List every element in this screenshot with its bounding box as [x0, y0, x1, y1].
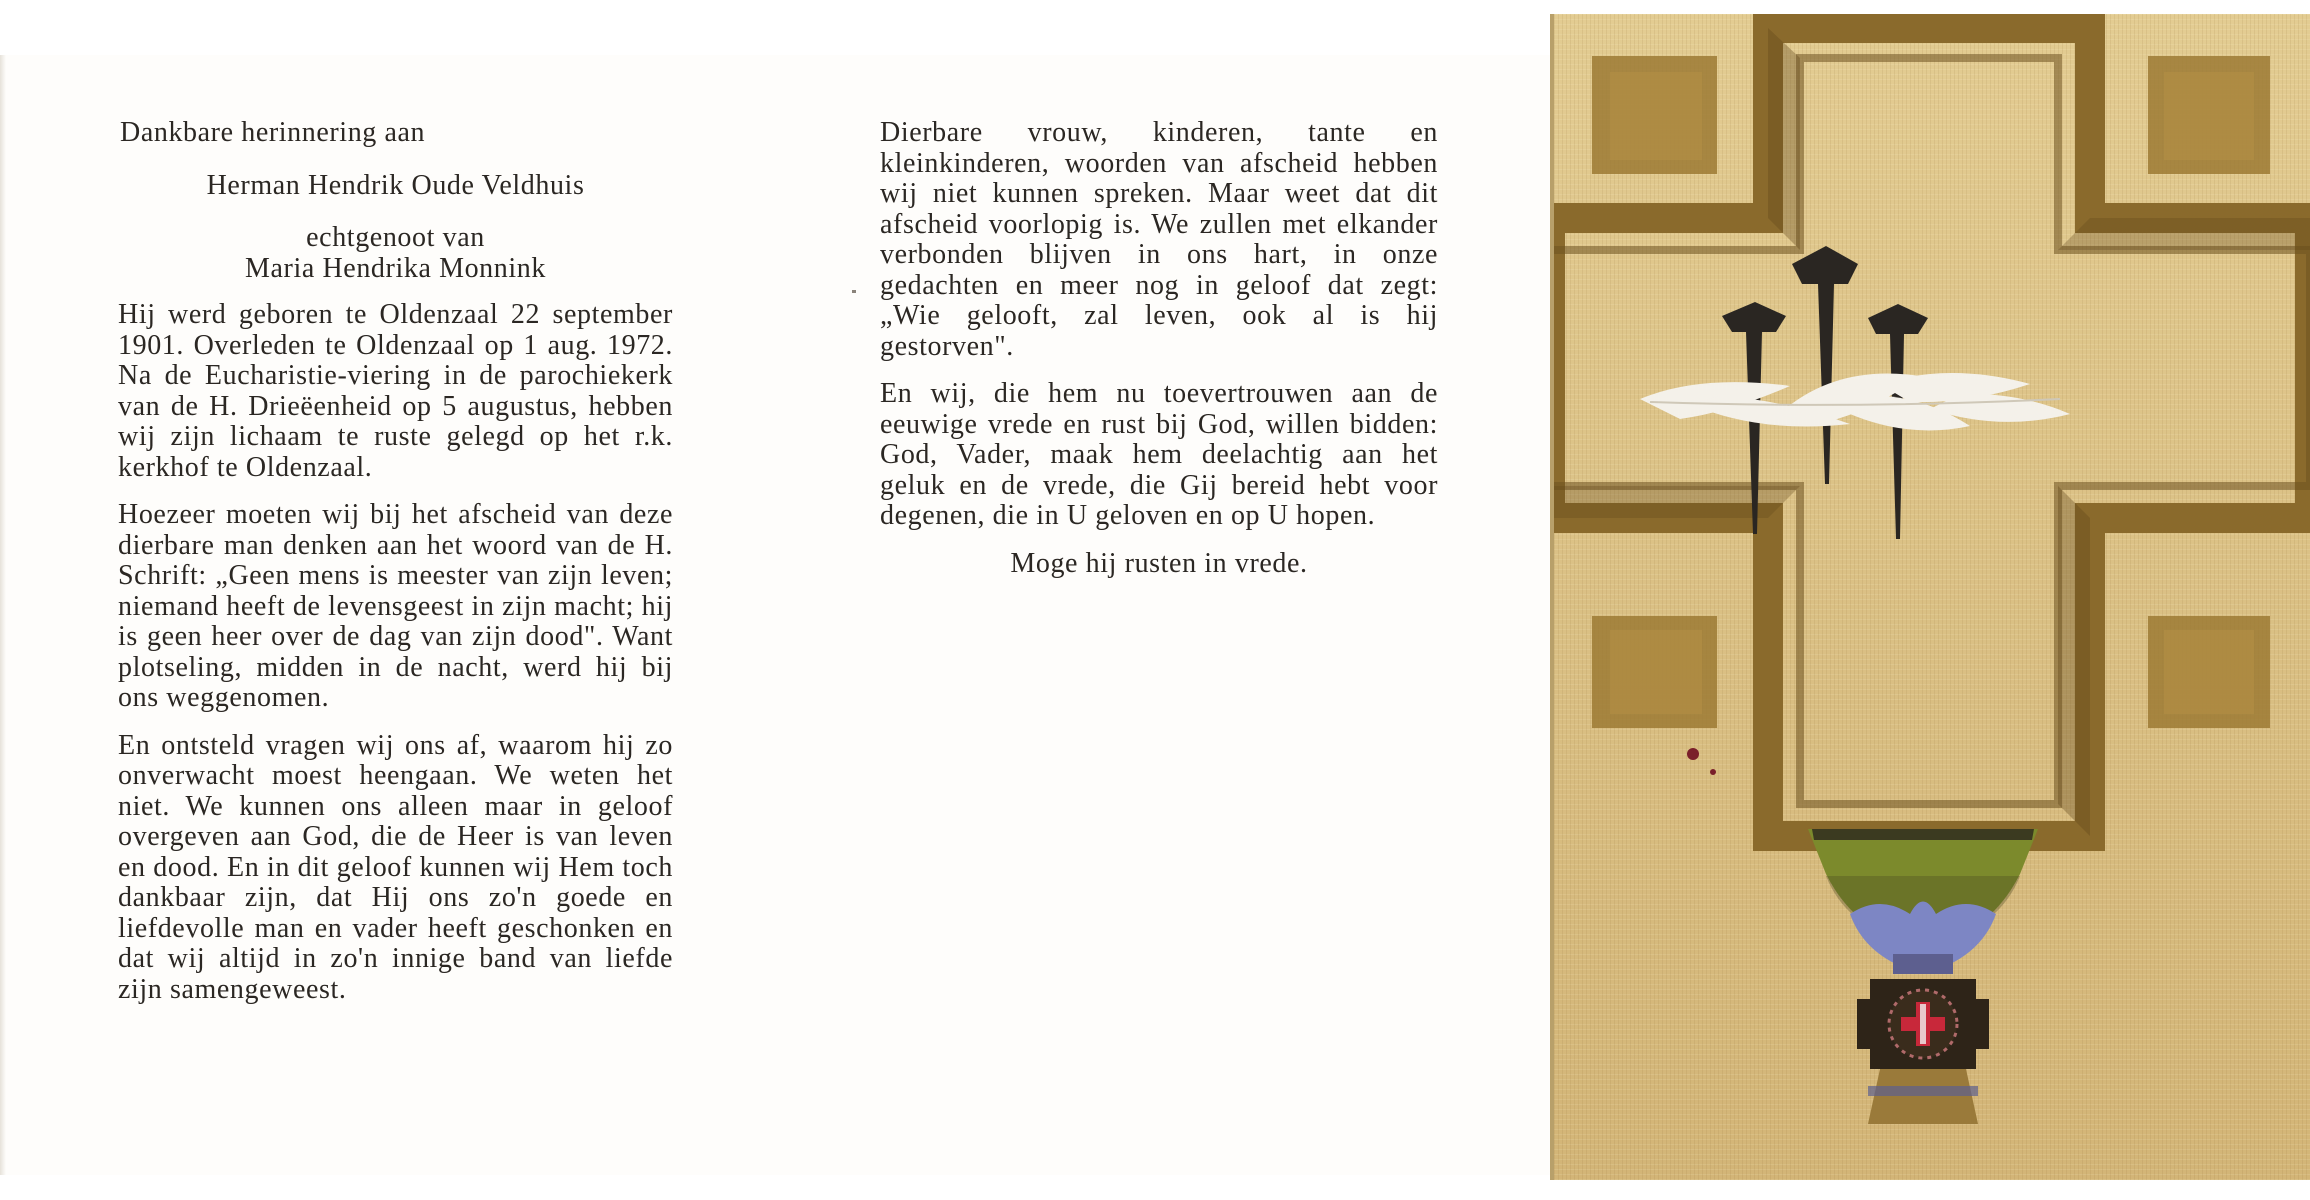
left-text-column — [118, 118, 673, 1022]
paragraph-faith: En ontsteld vragen wij ons af, waarom hij zo onverwacht moest heengaan. We weten het niet. We kunnen ons alleen maar in geloof overgeven aan God, die de Heer is van leven en dood. En in dit geloof kunnen wij Hem toch dankbaar zijn, dat Hij ons zo'n goede en liefdevolle man en vader heeft geschonken en dat wij altijd in zo'n innige band van liefde zijn samengeweest. — [118, 729, 673, 1005]
stain-mark — [1687, 748, 1716, 775]
artwork-panel — [1550, 14, 2310, 1180]
chalice-icon — [1808, 829, 2038, 1124]
card-edge — [0, 55, 6, 1175]
spouse-prefix: echtgenoot van — [306, 222, 485, 253]
paragraph-prayer: En wij, die hem nu toevertrouwen aan de eeuwige vrede en rust bij God, willen bidden: God, Vader, maak hem deelachtig aan het geluk en de vrede, die Gij bereid hebt voor degenen, die in U geloven en op U hopen. — [880, 378, 1438, 531]
print-mark — [852, 290, 856, 293]
artwork-illustration — [1550, 14, 2310, 1180]
panel-edge — [1550, 14, 1554, 1180]
intro-line: Dankbare herinnering aan — [120, 117, 426, 148]
paragraph-scripture: Hoezeer moeten wij bij het afscheid van deze dierbare man denken aan het woord van de H. Schrift: „Geen mens is meester van zijn leven; niemand heeft de levensgeest in zijn macht; hij is geen heer over de dag van zijn dood". Want plotseling, midden in de nacht, werd hij bij ons weggenomen. — [118, 499, 673, 713]
palm-leaves-icon — [1640, 373, 2070, 430]
paragraph-birth-death: Hij werd geboren te Oldenzaal 22 september 1901. Overleden te Oldenzaal op 1 aug. 1972. Na de Eucharistie-viering in de parochiekerk van de H. Drieëenheid op 5 augustus, hebben wij zijn lichaam te ruste gelegd op het r.k. kerkhof te Oldenzaal. — [118, 299, 673, 483]
closing-line: Moge hij rusten in vrede. — [1010, 547, 1308, 579]
paragraph-farewell: Dierbare vrouw, kinderen, tante en kleinkinderen, woorden van afscheid hebben wij niet kunnen spreken. Maar weet dat dit afscheid voorlopig is. We zullen met elkander verbonden blijven in ons hart, in onze gedachten en meer nog in geloof dat zegt: „Wie gelooft, zal leven, ook al is hij gestorven". — [880, 117, 1438, 362]
right-text-column — [880, 118, 1438, 579]
spouse-name: Maria Hendrika Monnink — [245, 252, 546, 284]
deceased-name: Herman Hendrik Oude Veldhuis — [206, 169, 585, 201]
